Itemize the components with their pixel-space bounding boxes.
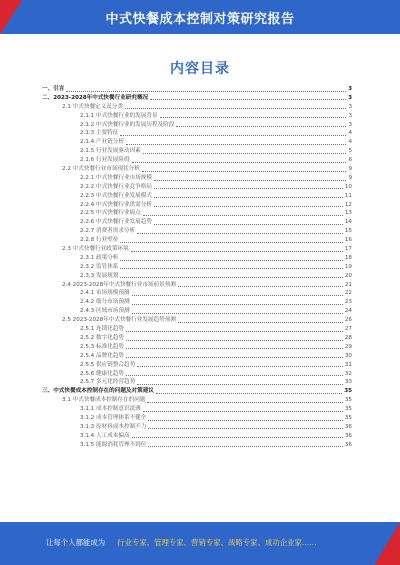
- toc-leader-dots: [126, 144, 346, 145]
- toc-entry-page: 30: [344, 352, 352, 359]
- toc-entry[interactable]: [42, 281, 352, 290]
- toc-entry[interactable]: [42, 227, 352, 236]
- toc-entry-label: 2.1.1 中式快餐行业的发展背景: [80, 112, 158, 119]
- toc-entry-page: 9: [348, 166, 352, 173]
- toc-entry-label: 二、2023-2028年中式快餐行业研究概况: [42, 94, 149, 101]
- toc-entry[interactable]: [42, 165, 352, 174]
- toc-entry-page: 24: [344, 308, 352, 315]
- toc-entry-label: 3.1.5 能源消耗管理不到位: [80, 441, 147, 448]
- toc-entry-page: 3: [348, 94, 352, 101]
- toc-leader-dots: [142, 171, 346, 172]
- toc-entry[interactable]: [42, 147, 352, 156]
- toc-leader-dots: [148, 420, 343, 421]
- toc-leader-dots: [148, 446, 343, 447]
- toc-entry-page: 9: [348, 174, 352, 181]
- toc-entry[interactable]: [42, 370, 352, 379]
- toc-entry-label: 2.2.1 中式快餐行业市场规模: [80, 174, 152, 181]
- toc-leader-dots: [178, 286, 343, 287]
- footer-tagline: 让每个人都能成为: [46, 538, 106, 547]
- toc-leader-dots: [132, 437, 343, 438]
- toc-leader-dots: [154, 180, 346, 181]
- toc-entry[interactable]: [42, 112, 352, 121]
- toc-leader-dots: [132, 295, 343, 296]
- toc-entry[interactable]: [42, 387, 352, 396]
- toc-entry[interactable]: [42, 396, 352, 405]
- toc-entry-label: 3.1.4 人工成本偏高: [80, 432, 130, 439]
- toc-entry-label: 2.5.4 品牌化趋势: [80, 352, 124, 359]
- toc-leader-dots: [120, 260, 343, 261]
- toc-entry-label: 3.1 中式快餐成本控制存在的问题: [62, 397, 146, 404]
- toc-leader-dots: [126, 340, 343, 341]
- toc-leader-dots: [137, 233, 343, 234]
- toc-entry-page: 12: [344, 201, 352, 208]
- toc-entry-page: 32: [344, 370, 352, 377]
- toc-entry[interactable]: [42, 183, 352, 192]
- toc-leader-dots: [120, 268, 343, 269]
- toc-entry-page: 35: [344, 388, 352, 395]
- toc-entry-label: 2.5.3 标准化趋势: [80, 343, 124, 350]
- toc-entry[interactable]: [42, 103, 352, 112]
- toc-leader-dots: [143, 153, 346, 154]
- toc-entry-page: 3: [348, 112, 352, 119]
- toc-entry-page: 33: [344, 379, 352, 386]
- toc-entry-label: 2.3 中式快餐行业政策环境: [62, 246, 129, 253]
- toc-entry-page: 35: [344, 406, 352, 413]
- toc-entry[interactable]: [42, 138, 352, 147]
- toc-leader-dots: [66, 91, 346, 92]
- toc-leader-dots: [120, 135, 346, 136]
- toc-heading: 内容目录: [170, 61, 230, 77]
- toc-entry-page: 16: [344, 237, 352, 244]
- toc-leader-dots: [176, 126, 346, 127]
- toc-entry-page: 5: [348, 148, 352, 155]
- toc-entry-label: 2.5.1 连锁化趋势: [80, 326, 124, 333]
- report-title: 中式快餐成本控制对策研究报告: [105, 12, 295, 27]
- toc-entry-page: 21: [344, 281, 352, 288]
- toc-leader-dots: [154, 197, 343, 198]
- toc-entry-label: 2.5.2 数字化趋势: [80, 334, 124, 341]
- toc-leader-dots: [132, 304, 343, 305]
- toc-entry[interactable]: [42, 405, 352, 414]
- toc-leader-dots: [137, 384, 343, 385]
- toc-leader-dots: [120, 242, 343, 243]
- toc-entry-page: 18: [344, 254, 352, 261]
- toc-leader-dots: [126, 348, 343, 349]
- toc-leader-dots: [126, 331, 343, 332]
- toc-leader-dots: [148, 428, 343, 429]
- footer-roles: 行业专家、管理专家、营销专家、战略专家、成功企业家……: [117, 538, 317, 547]
- toc-entry-page: 4: [348, 130, 352, 137]
- toc-entry[interactable]: [42, 201, 352, 210]
- toc-entry-page: 29: [344, 343, 352, 350]
- toc-leader-dots: [126, 375, 343, 376]
- toc-entry-page: 31: [344, 361, 352, 368]
- toc-leader-dots: [154, 188, 343, 189]
- toc-entry-label: 2.1.3 主要特征: [80, 130, 119, 137]
- toc-leader-dots: [137, 366, 343, 367]
- toc-entry-label: 2.3.2 监管体系: [80, 263, 119, 270]
- toc-entry[interactable]: [42, 378, 352, 387]
- toc-entry-label: 3.1.2 成本管理体系不健全: [80, 414, 147, 421]
- toc-entry-page: 13: [344, 210, 352, 217]
- toc-entry-page: 3: [348, 121, 352, 128]
- toc-entry-page: 35: [344, 397, 352, 404]
- toc-entry-page: 10: [344, 183, 352, 190]
- toc-entry[interactable]: [42, 218, 352, 227]
- toc-entry-label: 一、引言: [42, 86, 65, 92]
- toc-leader-dots: [154, 224, 343, 225]
- toc-leader-dots: [120, 277, 343, 278]
- toc-entry-page: 36: [344, 423, 352, 430]
- toc-entry-page: 6: [348, 157, 352, 164]
- toc-entry[interactable]: [42, 245, 352, 254]
- toc-entry-page: 22: [344, 290, 352, 297]
- toc-entry[interactable]: [42, 325, 352, 334]
- toc-leader-dots: [143, 215, 343, 216]
- toc-entry-label: 2.2.7 消费者需求分析: [80, 228, 136, 235]
- toc-entry-label: 2.5 2023-2028年中式快餐行业发展趋势预测: [62, 317, 176, 324]
- toc-entry-label: 2.4.1 市场规模预测: [80, 290, 130, 297]
- toc-entry-label: 2.1.4 产业链分析: [80, 139, 124, 146]
- toc-entry[interactable]: [42, 414, 352, 423]
- toc-entry[interactable]: [42, 94, 352, 103]
- toc-entry[interactable]: [42, 174, 352, 183]
- toc-entry-page: 11: [344, 192, 352, 199]
- toc-leader-dots: [147, 402, 343, 403]
- toc-entry-page: 4: [348, 139, 352, 146]
- toc-leader-dots: [143, 411, 343, 412]
- toc-leader-dots: [126, 357, 343, 358]
- toc-entry[interactable]: [42, 156, 352, 165]
- toc-entry-label: 2.2.2 中式快餐行业竞争格局: [80, 183, 152, 190]
- toc-entry[interactable]: [42, 254, 352, 263]
- toc-entry-label: 2.2.8 行业壁垒: [80, 237, 119, 244]
- toc-leader-dots: [160, 117, 346, 118]
- toc-entry[interactable]: [42, 352, 352, 361]
- toc-entry[interactable]: [42, 334, 352, 343]
- toc-entry-page: 3: [348, 86, 352, 92]
- toc-entry-page: 20: [344, 272, 352, 279]
- toc-entry-label: 2.1.6 行业发展阻碍: [80, 157, 130, 164]
- toc-entry-label: 2.3.1 政策分析: [80, 254, 119, 261]
- toc-entry[interactable]: [42, 236, 352, 245]
- toc-entry[interactable]: [42, 121, 352, 130]
- toc-entry-page: 15: [344, 228, 352, 235]
- toc-entry-page: 26: [344, 317, 352, 324]
- toc-entry-label: 2.2.6 中式快餐行业发展趋势: [80, 219, 152, 226]
- footer-band: [0, 522, 400, 565]
- toc-entry[interactable]: [42, 192, 352, 201]
- toc-entry[interactable]: [42, 289, 352, 298]
- toc-entry-page: 19: [344, 263, 352, 270]
- toc-entry-label: 三、中式快餐成本控制存在的问题及对策建议: [42, 388, 154, 395]
- toc-entry-page: 28: [344, 334, 352, 341]
- toc-entry-page: 27: [344, 326, 352, 333]
- toc-entry-label: 2.4.2 细分市场预测: [80, 299, 130, 306]
- toc-entry-label: 2.4 2023-2028年中式快餐行业市场前景预测: [62, 281, 176, 288]
- toc-entry-label: 2.5.6 健康化趋势: [80, 370, 124, 377]
- toc-entry[interactable]: [42, 423, 352, 432]
- toc-entry-label: 2.1 中式快餐定义及分类: [62, 103, 124, 110]
- toc-entry-label: 2.5.7 多元化经营趋势: [80, 379, 136, 386]
- toc-leader-dots: [178, 322, 343, 323]
- toc-entry[interactable]: [42, 209, 352, 218]
- toc-entry-page: 36: [344, 432, 352, 439]
- toc-entry-page: 3: [348, 103, 352, 110]
- toc-entry-page: 35: [344, 414, 352, 421]
- toc-entry[interactable]: [42, 129, 352, 138]
- toc-entry[interactable]: [42, 85, 352, 94]
- toc-entry[interactable]: [42, 361, 352, 370]
- toc-entry-page: 36: [344, 441, 352, 448]
- toc-entry-label: 3.1.1 成本控制意识淡薄: [80, 406, 141, 413]
- toc-entry[interactable]: [42, 263, 352, 272]
- toc-leader-dots: [150, 99, 346, 100]
- toc-entry-label: 2.4.3 区域市场预测: [80, 308, 130, 315]
- toc-entry[interactable]: [42, 432, 352, 441]
- toc-entry-label: 2.2.5 中式快餐行业痛点: [80, 210, 141, 217]
- toc-leader-dots: [154, 206, 343, 207]
- footer-red-corner: [374, 522, 400, 565]
- footer-slogan: [46, 537, 317, 548]
- toc-entry-label: 2.1.2 中式快餐行业的发展历程及阶段: [80, 121, 175, 128]
- toc-leader-dots: [156, 393, 342, 394]
- toc-leader-dots: [125, 108, 346, 109]
- toc-entry-label: 3.1.3 原材料成本控制不力: [80, 423, 147, 430]
- toc-entry[interactable]: [42, 441, 352, 450]
- toc-entry-label: 2.2 中式快餐行业市场现状分析: [62, 166, 140, 173]
- toc-entry[interactable]: [42, 272, 352, 281]
- table-of-contents: [42, 85, 352, 450]
- toc-entry-page: 17: [344, 246, 352, 253]
- toc-entry-label: 2.1.5 行业发展驱动因素: [80, 148, 141, 155]
- toc-leader-dots: [132, 162, 346, 163]
- toc-leader-dots: [132, 313, 343, 314]
- toc-entry-label: 2.3.3 发展规划: [80, 272, 119, 279]
- toc-leader-dots: [131, 251, 343, 252]
- toc-entry-label: 2.5.5 供应链整合趋势: [80, 361, 136, 368]
- toc-entry-page: 14: [344, 219, 352, 226]
- toc-entry[interactable]: [42, 343, 352, 352]
- toc-entry[interactable]: [42, 307, 352, 316]
- toc-entry-label: 2.2.3 中式快餐行业发展模式: [80, 192, 152, 199]
- toc-entry-label: 2.2.4 中式快餐行业供需分析: [80, 201, 152, 208]
- toc-entry-page: 23: [344, 299, 352, 306]
- toc-entry[interactable]: [42, 316, 352, 325]
- toc-entry[interactable]: [42, 298, 352, 307]
